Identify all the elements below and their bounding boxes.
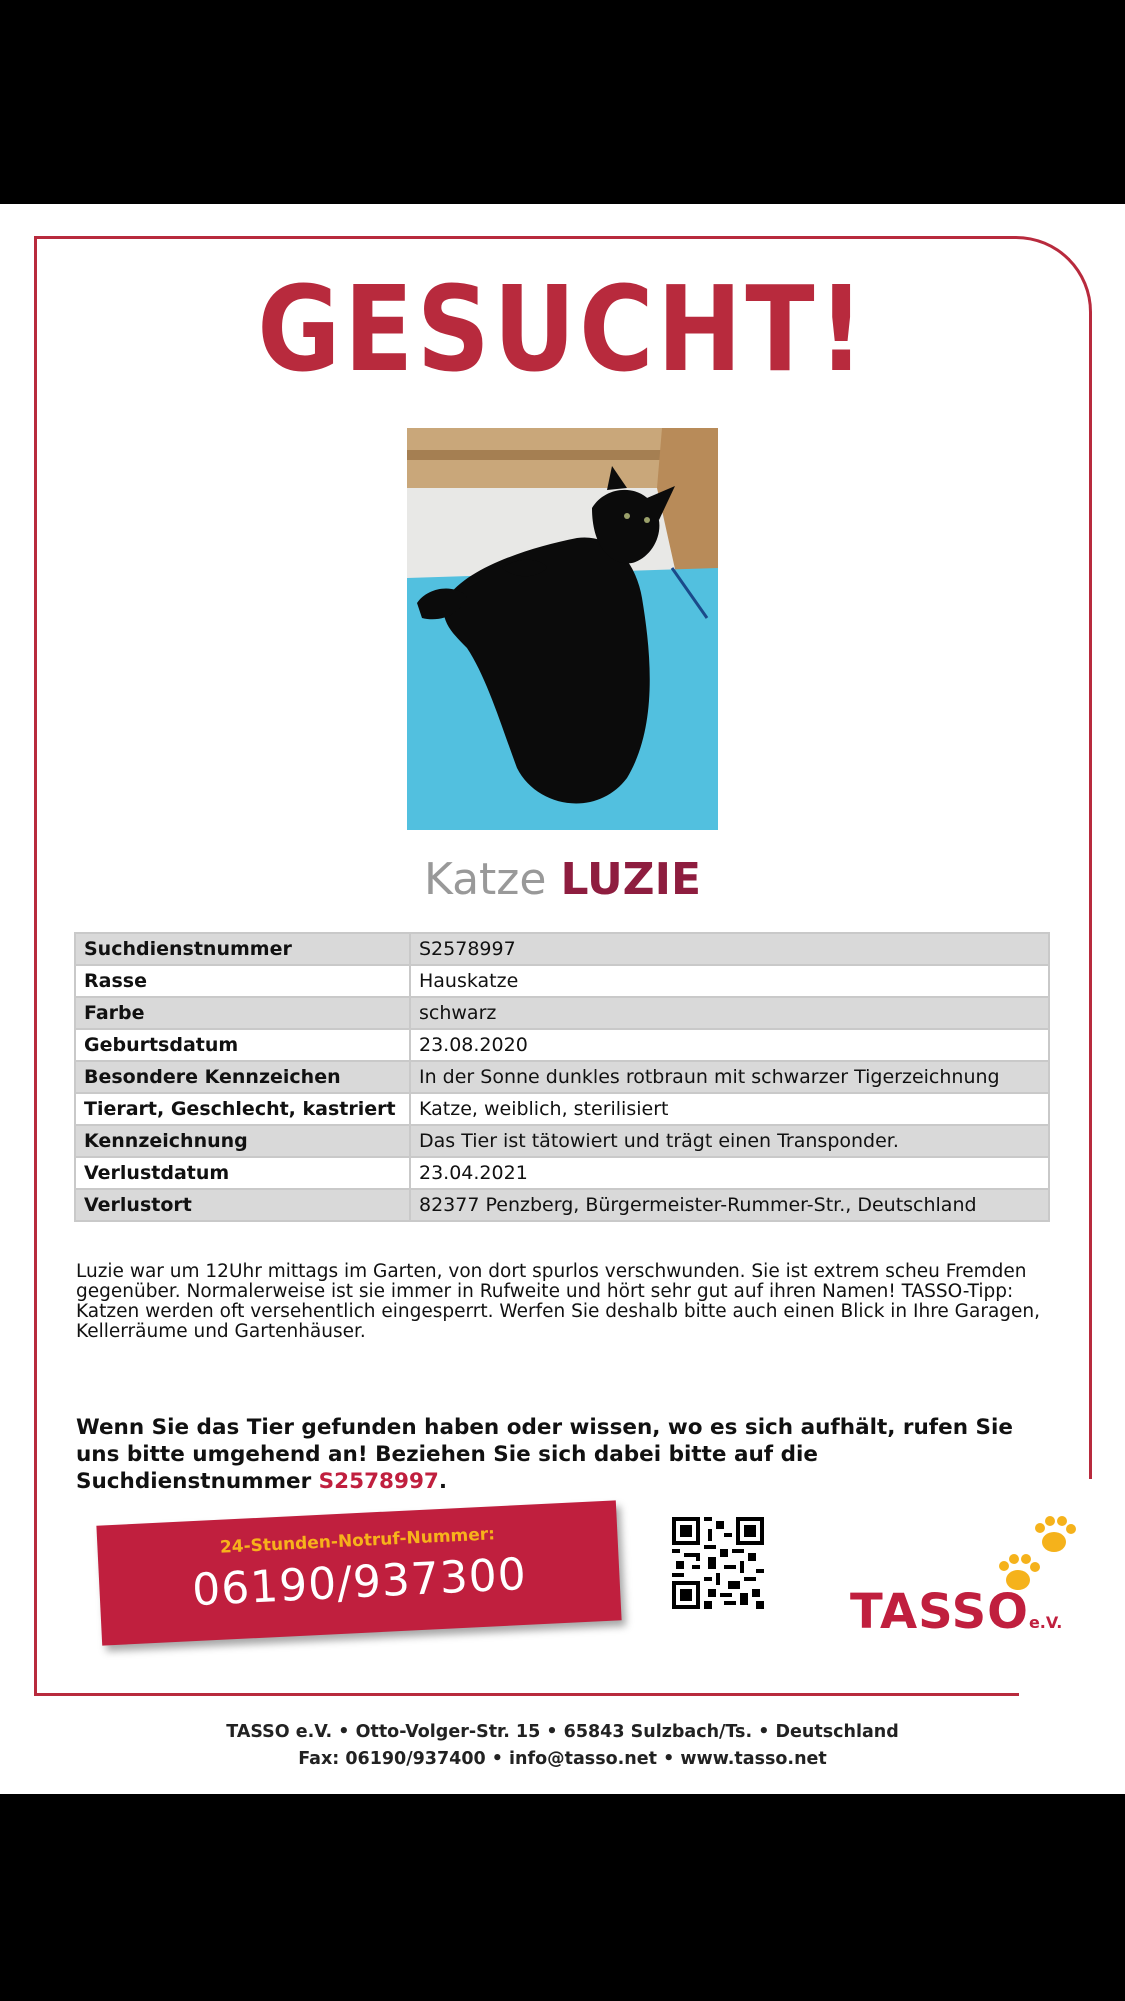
table-cell-value: Katze, weiblich, sterilisiert: [410, 1093, 1049, 1125]
footer-contact: [0, 1719, 1125, 1773]
appeal-text: Wenn Sie das Tier gefunden haben oder wissen, wo es sich aufhält, rufen Sie uns bitte umgehend an! Beziehen Sie sich dabei bitte auf die Suchdienstnummer S2578997.: [76, 1415, 1013, 1494]
tasso-logo[interactable]: [850, 1584, 1062, 1640]
table-row: [75, 1029, 1049, 1061]
table-cell-label: Rasse: [75, 965, 410, 997]
table-row: [75, 1125, 1049, 1157]
table-cell-label: Verlustort: [75, 1189, 410, 1221]
table-cell-value: Das Tier ist tätowiert und trägt einen Transponder.: [410, 1125, 1049, 1157]
table-row: [75, 1189, 1049, 1221]
table-row: [75, 965, 1049, 997]
table-cell-label: Suchdienstnummer: [75, 933, 410, 965]
table-cell-label: Kennzeichnung: [75, 1125, 410, 1157]
pet-name-heading: [0, 854, 1125, 905]
poster-title: GESUCHT!: [257, 260, 868, 398]
table-cell-label: Geburtsdatum: [75, 1029, 410, 1061]
hotline-label: 24-Stunden-Notruf-Nummer:: [219, 1524, 496, 1558]
table-cell-value: 23.04.2021: [410, 1157, 1049, 1189]
table-cell-value: Hauskatze: [410, 965, 1049, 997]
poster-page: [0, 204, 1125, 1794]
pet-description: Luzie war um 12Uhr mittags im Garten, von dort spurlos verschwunden. Sie ist extrem scheu Fremden gegenüber. Normalerweise ist sie immer in Rufweite und hört sehr gut auf ihren Namen! TASSO-Tipp: Katzen werden oft versehentlich eingesperrt. Werfen Sie deshalb bitte auch einen Blick in Ihre Garagen, Kellerräume und Gartenhäuser.: [76, 1261, 1041, 1342]
table-cell-value: 23.08.2020: [410, 1029, 1049, 1061]
table-cell-value: 82377 Penzberg, Bürgermeister-Rummer-Str., Deutschland: [410, 1189, 1049, 1221]
qr-code[interactable]: [672, 1517, 764, 1609]
pet-species: Katze: [424, 854, 547, 905]
hotline-box: [96, 1500, 621, 1645]
footer-fax-email-web[interactable]: Fax: 06190/937400 • info@tasso.net • www.tasso.net: [298, 1749, 827, 1769]
table-cell-value: S2578997: [410, 933, 1049, 965]
table-cell-label: Besondere Kennzeichen: [75, 1061, 410, 1093]
table-cell-label: Tierart, Geschlecht, kastriert: [75, 1093, 410, 1125]
pet-info-table: [74, 932, 1050, 1222]
footer-address: TASSO e.V. • Otto-Volger-Str. 15 • 65843 Sulzbach/Ts. • Deutschland: [226, 1722, 899, 1742]
table-cell-label: Farbe: [75, 997, 410, 1029]
table-cell-value: In der Sonne dunkles rotbraun mit schwarzer Tigerzeichnung: [410, 1061, 1049, 1093]
logo-name: TASSO: [850, 1584, 1029, 1640]
pet-name: LUZIE: [560, 854, 701, 905]
table-row: [75, 1093, 1049, 1125]
table-cell-label: Verlustdatum: [75, 1157, 410, 1189]
table-cell-value: schwarz: [410, 997, 1049, 1029]
table-row: [75, 1157, 1049, 1189]
table-row: [75, 933, 1049, 965]
hotline-phone[interactable]: 06190/937300: [191, 1548, 528, 1617]
table-row: [75, 1061, 1049, 1093]
logo-suffix: e.V.: [1028, 1613, 1063, 1632]
cat-photo: [407, 428, 718, 830]
poster-frame-bottom: [34, 1693, 1019, 1696]
appeal-search-number: S2578997: [318, 1469, 439, 1494]
table-row: [75, 997, 1049, 1029]
